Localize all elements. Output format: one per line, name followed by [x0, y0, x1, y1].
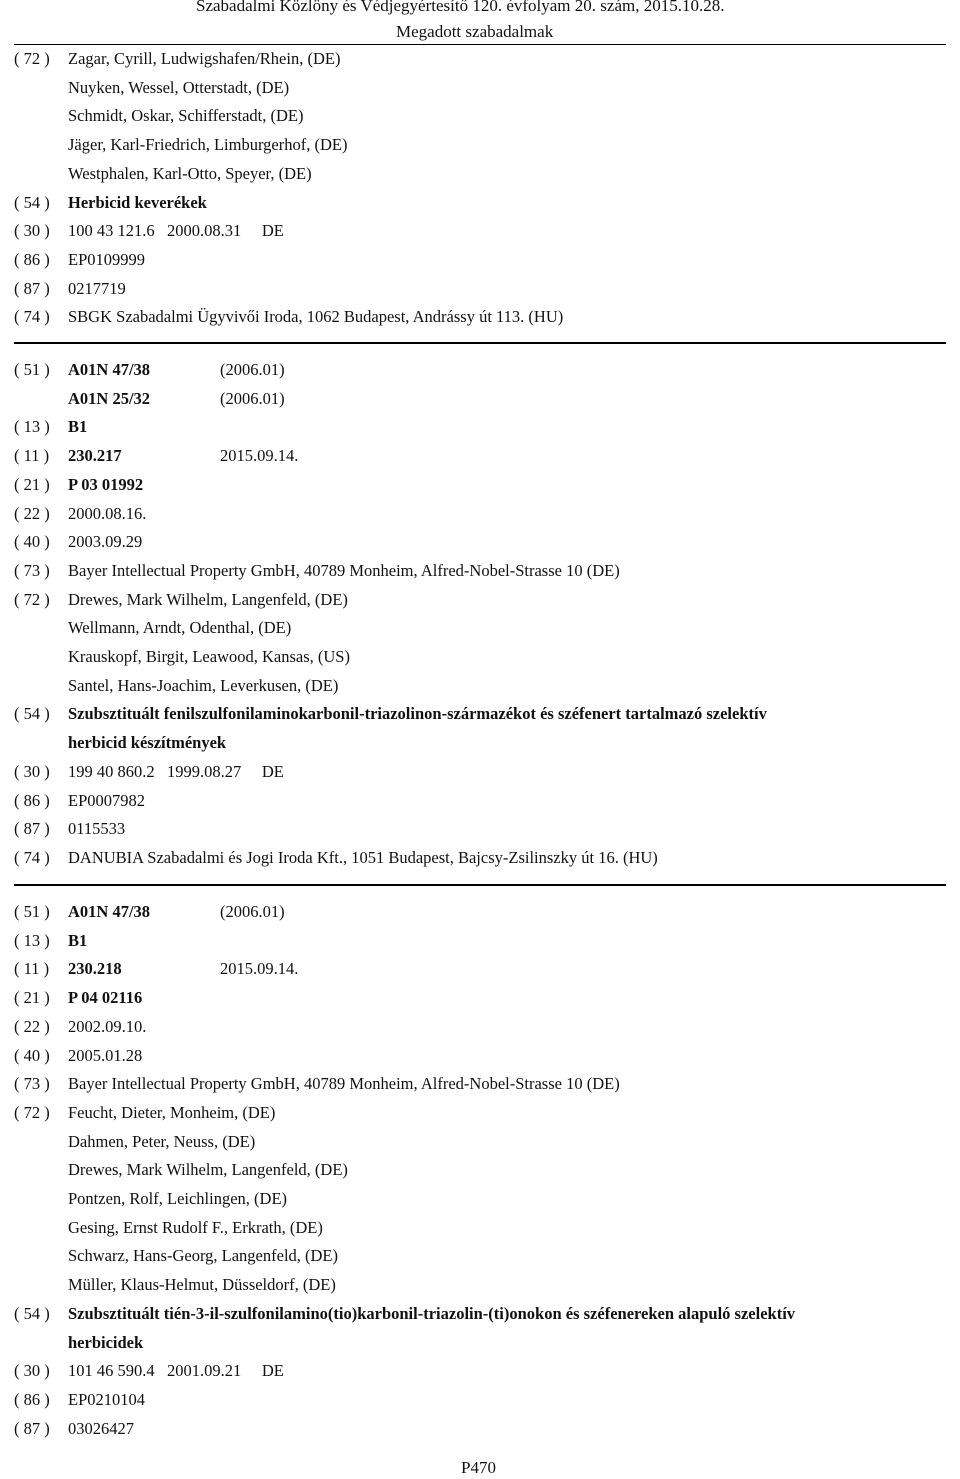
entry-text: EP0210104 [68, 1389, 146, 1409]
section-title: Megadott szabadalmak [396, 22, 554, 41]
entry-text: Dahmen, Peter, Neuss, (DE) [68, 1131, 256, 1151]
journal-header: Szabadalmi Közlöny és Védjegyértesítő 120. évfolyam 20. szám, 2015.10.28. [196, 0, 725, 15]
entry-text: Herbicid keverékek [68, 192, 207, 212]
inid-code: ( 72 ) [14, 1102, 50, 1122]
entry-separator [14, 342, 946, 344]
entry-text: Feucht, Dieter, Monheim, (DE) [68, 1102, 276, 1122]
inid-code: ( 40 ) [14, 1045, 50, 1065]
entry-text: 0115533 [68, 819, 126, 839]
entry-text: 230.217 [68, 446, 122, 466]
entry-secondary: (2006.01) [220, 902, 285, 921]
inid-code: ( 86 ) [14, 249, 50, 269]
inid-code: ( 54 ) [14, 192, 50, 212]
entry-text: Nuyken, Wessel, Otterstadt, (DE) [68, 77, 290, 97]
inid-code: ( 22 ) [14, 503, 50, 523]
entry-text: Pontzen, Rolf, Leichlingen, (DE) [68, 1189, 288, 1208]
inid-code: ( 13 ) [14, 417, 50, 437]
entry-text: DANUBIA Szabadalmi és Jogi Iroda Kft., 1051 Budapest, Bajcsy-Zsilinszky út 16. (HU) [68, 847, 658, 867]
entry-secondary: 2015.09.14. [220, 959, 299, 979]
entry-text: 2000.08.16. [68, 503, 147, 523]
entry-text: EP0109999 [68, 249, 146, 269]
inid-code: ( 73 ) [14, 560, 50, 580]
entry-text: B1 [68, 417, 88, 437]
entry-secondary: (2006.01) [220, 360, 285, 379]
inid-code: ( 87 ) [14, 278, 50, 298]
inid-code: ( 40 ) [14, 532, 50, 552]
inid-code: ( 74 ) [14, 307, 50, 327]
entry-text: P 04 02116 [68, 988, 143, 1008]
inid-code: ( 54 ) [14, 1303, 50, 1323]
inid-code: ( 21 ) [14, 474, 50, 494]
entry-text: Szubsztituált tién-3-il-szulfonilamino(tio)karbonil-triazolin-(ti)onokon és széfenereken alapuló szelektív [68, 1303, 796, 1323]
entry-text: Schmidt, Oskar, Schifferstadt, (DE) [68, 106, 304, 126]
inid-code: ( 87 ) [14, 819, 50, 839]
entry-text: 2003.09.29 [68, 532, 143, 552]
entry-text: 03026427 [68, 1418, 134, 1438]
entry-text: Bayer Intellectual Property GmbH, 40789 Monheim, Alfred-Nobel-Strasse 10 (DE) [68, 1074, 620, 1094]
inid-code: ( 51 ) [14, 902, 50, 921]
inid-code: ( 30 ) [14, 221, 50, 241]
entry-text: EP0007982 [68, 790, 146, 810]
entry-text: SBGK Szabadalmi Ügyvivői Iroda, 1062 Budapest, Andrássy út 113. (HU) [68, 307, 564, 327]
entry-text: A01N 47/38 [68, 360, 151, 379]
page-number: P470 [461, 1458, 496, 1477]
entry-secondary: 2015.09.14. [220, 446, 299, 466]
entry-text: Szubsztituált fenilszulfonilaminokarbonil-triazolinon-származékot és széfenert tartalmazó szelektív [68, 704, 767, 724]
inid-code: ( 86 ) [14, 790, 50, 810]
inid-code: ( 74 ) [14, 847, 50, 867]
inid-code: ( 13 ) [14, 930, 50, 950]
inid-code: ( 73 ) [14, 1074, 50, 1094]
inid-code: ( 86 ) [14, 1389, 50, 1409]
inid-code: ( 21 ) [14, 988, 50, 1008]
entry-text: 100 43 121.6 2000.08.31 DE [68, 221, 284, 241]
inid-code: ( 72 ) [14, 49, 50, 68]
entry-text: Zagar, Cyrill, Ludwigshafen/Rhein, (DE) [68, 49, 341, 68]
entry-text: Drewes, Mark Wilhelm, Langenfeld, (DE) [68, 589, 348, 609]
entry-text: Müller, Klaus-Helmut, Düsseldorf, (DE) [68, 1275, 336, 1295]
entry-text: Schwarz, Hans-Georg, Langenfeld, (DE) [68, 1246, 339, 1266]
entry-text: P 03 01992 [68, 474, 144, 494]
entry-text: 2002.09.10. [68, 1016, 147, 1036]
inid-code: ( 30 ) [14, 761, 50, 781]
entry-text: B1 [68, 930, 88, 950]
entry-text: Krauskopf, Birgit, Leawood, Kansas, (US) [68, 647, 350, 666]
entry-separator [14, 884, 946, 886]
inid-code: ( 51 ) [14, 360, 50, 379]
entry-text: 2005.01.28 [68, 1045, 143, 1065]
entry-text: 101 46 590.4 2001.09.21 DE [68, 1361, 284, 1381]
inid-code: ( 30 ) [14, 1361, 50, 1381]
inid-code: ( 54 ) [14, 704, 50, 724]
entry-text: A01N 47/38 [68, 902, 151, 921]
inid-code: ( 87 ) [14, 1418, 50, 1438]
header-rule [14, 44, 946, 45]
inid-code: ( 11 ) [14, 959, 50, 979]
entry-text: Gesing, Ernst Rudolf F., Erkrath, (DE) [68, 1217, 323, 1237]
entry-text: herbicidek [68, 1332, 144, 1352]
entry-text: Wellmann, Arndt, Odenthal, (DE) [68, 618, 292, 638]
entry-text: herbicid készítmények [68, 733, 227, 753]
inid-code: ( 72 ) [14, 589, 50, 609]
entry-text: A01N 25/32 [68, 388, 151, 408]
entry-text: Westphalen, Karl-Otto, Speyer, (DE) [68, 163, 312, 183]
inid-code: ( 22 ) [14, 1016, 50, 1036]
entry-text: Santel, Hans-Joachim, Leverkusen, (DE) [68, 675, 339, 695]
entry-text: 230.218 [68, 959, 122, 979]
entry-secondary: (2006.01) [220, 388, 285, 408]
entry-text: 0217719 [68, 278, 126, 298]
entry-text: 199 40 860.2 1999.08.27 DE [68, 761, 284, 781]
entry-text: Drewes, Mark Wilhelm, Langenfeld, (DE) [68, 1160, 348, 1180]
entry-text: Jäger, Karl-Friedrich, Limburgerhof, (DE) [68, 135, 348, 155]
inid-code: ( 11 ) [14, 446, 50, 466]
entry-text: Bayer Intellectual Property GmbH, 40789 Monheim, Alfred-Nobel-Strasse 10 (DE) [68, 560, 620, 580]
